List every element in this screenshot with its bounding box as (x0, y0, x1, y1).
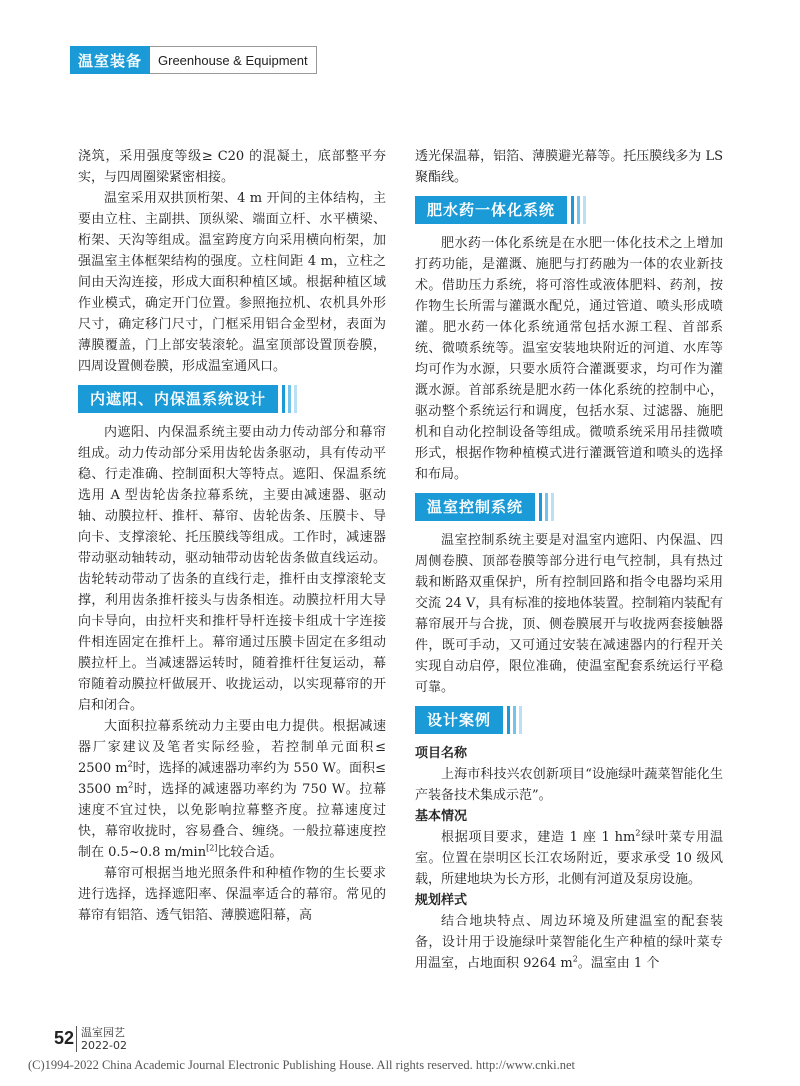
paragraph: 内遮阳、内保温系统主要由动力传动部分和幕帘组成。动力传动部分采用齿轮齿条驱动，具有传动平稳、行走准确、控制面积大等特点。遮阳、保温系统选用 A 型齿轮齿条拉幕系统，主要由减速器、驱动轴、动膜拉杆、推杆、幕帘、齿轮齿条、压膜卡、导向卡、支撑滚轮、托压膜线等组成。工作时，减速器带动驱动轴转动，驱动轴带动齿轮齿条做直线运动。齿轮转动带动了齿条的直线行走，推杆由支撑滚轮支撑，利用齿条推杆接头与齿条相连。动膜拉杆用大导向卡导向，由拉杆夹和推杆导杆连接卡组成十字连接件相连固定在推杆上。幕帘通过压膜卡固定在多组动膜拉杆上。当减速器运转时，随着推杆往复运动，幕帘随着动膜拉杆做展开、收拢运动，以实现幕帘的开启和闭合。 (78, 425, 386, 713)
section-title: 肥水药一体化系统 (415, 196, 567, 224)
section-title: 设计案例 (415, 706, 503, 734)
heading-decoration (539, 493, 554, 521)
section-tag-en: Greenhouse & Equipment (150, 46, 317, 74)
paragraph: 大面积拉幕系统动力主要由电力提供。根据减速器厂家建议及笔者实际经验，若控制单元面积≤ 2500 $m^2$时，选择的减速器功率约为 550 W。面积≤ 3500 $m^2$时，选择的减速器功率约为 750 W。拉幕速度不宜过快，以免影响拉幕整齐度。拉幕速度过快，幕帘收拢时，容易叠合、缠绕。一般拉幕速度控制在 0.5~0.8 m/min[2]比较合适。 (78, 719, 387, 860)
journal-header (70, 46, 317, 74)
journal-name: 温室园艺 (81, 1026, 125, 1039)
heading-decoration (507, 706, 522, 734)
page-number: 52 (54, 1028, 75, 1048)
paragraph: 温室采用双拱顶桁架、4 m 开间的主体结构，主要由立柱、主副拱、顶纵梁、端面立杆、水平横梁、桁架、天沟等组成。温室跨度方向采用横向桁架，加强温室主体框架结构的强度。立柱间距 4 m，立柱之间由天沟连接，形成大面积种植区域。根据种植区域作业模式，确定开门位置。参照拖拉机、农机具外形尺寸，确定移门尺寸，门框采用铝合金型材，表面为薄膜覆盖，门上部安装滚轮。温室顶部设置顶卷膜，四周设置侧卷膜，形成温室通风口。 (78, 191, 386, 374)
section-title: 温室控制系统 (415, 493, 535, 521)
section-heading-control (415, 492, 723, 522)
paragraph: 肥水药一体化系统是在水肥一体化技术之上增加打药功能，是灌溉、施肥与打药融为一体的农业新技术。借助压力系统，将可溶性或液体肥料、药剂，按作物生长所需与灌溉水配兑，通过管道、喷头形成喷灌。肥水药一体化系统通常包括水源工程、首部系统、微喷系统等。温室安装地块附近的河道、水库等均可作为水源，只要水质符合灌溉要求，均可作为灌溉水源。首部系统是肥水药一体化系统的控制中心，驱动整个系统运行和调度，包括水泵、过滤器、施肥机和自动化控制设备等组成。微喷系统采用吊挂微喷形式，根据作物种植模式进行灌溉管道和喷头的选择和布局。 (415, 236, 723, 482)
paragraph: 温室控制系统主要是对温室内遮阳、内保温、四周侧卷膜、顶部卷膜等部分进行电气控制，具有热过载和断路双重保护，所有控制回路和指令电器均采用交流 24 V，具有标准的接地体装置。控制箱内装配有幕帘展开与合拢，顶、侧卷膜展开与收拢两套接触器件，既可手动，又可通过安装在减速器内的行程开关实现自动启停，限位准确，使温室配套系统运行平稳可靠。 (415, 533, 723, 695)
section-title: 内遮阳、内保温系统设计 (78, 385, 278, 413)
section-heading-shading (78, 384, 386, 414)
paragraph: 透光保温幕，铝箔、薄膜避光幕等。托压膜线多为 LS 聚酯线。 (415, 149, 723, 185)
paragraph: 根据项目要求，建造 1 座 1 $hm^2$绿叶菜专用温室。位置在崇明区长江农场附近，要求承受 10 级风载，所建地块为长方形，北侧有河道及泵房设施。 (415, 828, 723, 887)
subheading: 项目名称 (415, 746, 468, 761)
paragraph: 结合地块特点、周边环境及所建温室的配套装备，设计用于设施绿叶菜智能化生产种植的绿叶菜专用温室，占地面积 9264 $m^2$。温室由 1 个 (415, 914, 723, 971)
footer-journal (81, 1026, 127, 1052)
section-tag-cn: 温室装备 (70, 46, 150, 74)
subheading: 规划样式 (415, 893, 468, 908)
footer-divider (76, 1026, 77, 1052)
left-column (78, 146, 386, 926)
paragraph: 浇筑，采用强度等级≥ C20 的混凝土，底部整平夯实，与四周圈梁紧密相接。 (78, 149, 386, 185)
heading-decoration (282, 385, 297, 413)
copyright-notice: (C)1994-2022 China Academic Journal Electronic Publishing House. All rights reserved. http://www.cnki.net (28, 1058, 576, 1072)
heading-decoration (571, 196, 586, 224)
section-heading-case (415, 705, 723, 735)
right-column (415, 146, 723, 974)
paragraph: 幕帘可根据当地光照条件和种植作物的生长要求进行选择，选择遮阳率、保温率适合的幕帘。常见的幕帘有铝箔、透气铝箔、薄膜遮阳幕，高 (78, 866, 386, 923)
subheading: 基本情况 (415, 809, 468, 824)
section-heading-fertigation (415, 195, 723, 225)
journal-issue: 2022-02 (81, 1039, 127, 1052)
paragraph: 上海市科技兴农创新项目“设施绿叶蔬菜智能化生产装备技术集成示范”。 (415, 767, 723, 803)
